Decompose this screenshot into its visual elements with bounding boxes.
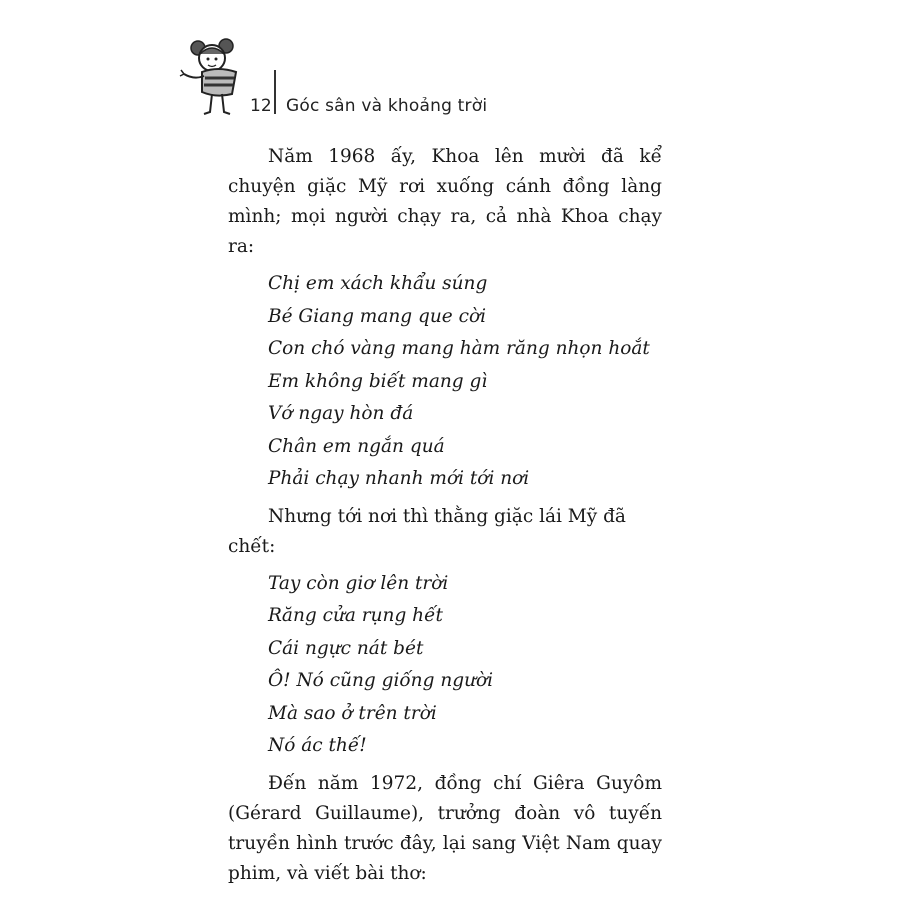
page-body — [228, 142, 662, 889]
girl-mascot-icon — [178, 36, 256, 120]
running-title: Góc sân và khoảng trời — [286, 96, 488, 116]
verse-line: Ô! Nó cũng giống người — [268, 670, 494, 691]
verse-line: Chị em xách khẩu súng — [268, 273, 488, 294]
verse-line: Nó ác thế! — [268, 735, 367, 756]
verse-line: Vớ ngay hòn đá — [268, 403, 414, 424]
verse-line: Tay còn giơ lên trời — [268, 572, 449, 594]
verse-line: Con chó vàng mang hàm răng nhọn hoắt — [268, 338, 650, 359]
paragraph-2: Nhưng tới nơi thì thằng giặc lái Mỹ đã chết: — [228, 505, 626, 557]
verse-2 — [268, 568, 662, 763]
verse-line: Mà sao ở trên trời — [268, 702, 437, 724]
paragraph-1: Năm 1968 ấy, Khoa lên mười đã kể chuyện giặc Mỹ rơi xuống cánh đồng làng mình; mọi người chạy ra, cả nhà Khoa chạy ra: — [228, 146, 662, 257]
page-header — [178, 36, 578, 120]
verse-line: Phải chạy nhanh mới tới nơi — [268, 468, 530, 489]
verse-line: Em không biết mang gì — [268, 370, 488, 392]
verse-line: Bé Giang mang que cời — [268, 305, 486, 327]
verse-line: Cái ngực nát bét — [268, 637, 424, 659]
page-number: 12 — [250, 96, 272, 116]
paragraph-3: Đến năm 1972, đồng chí Giêra Guyôm (Gérard Guillaume), trưởng đoàn vô tuyến truyền hình trước đây, lại sang Việt Nam quay phim, và viết bài thơ: — [228, 772, 662, 884]
verse-line: Răng cửa rụng hết — [268, 605, 443, 626]
verse-1 — [268, 268, 662, 496]
verse-line: Chân em ngắn quá — [268, 435, 445, 457]
header-divider — [274, 70, 276, 114]
